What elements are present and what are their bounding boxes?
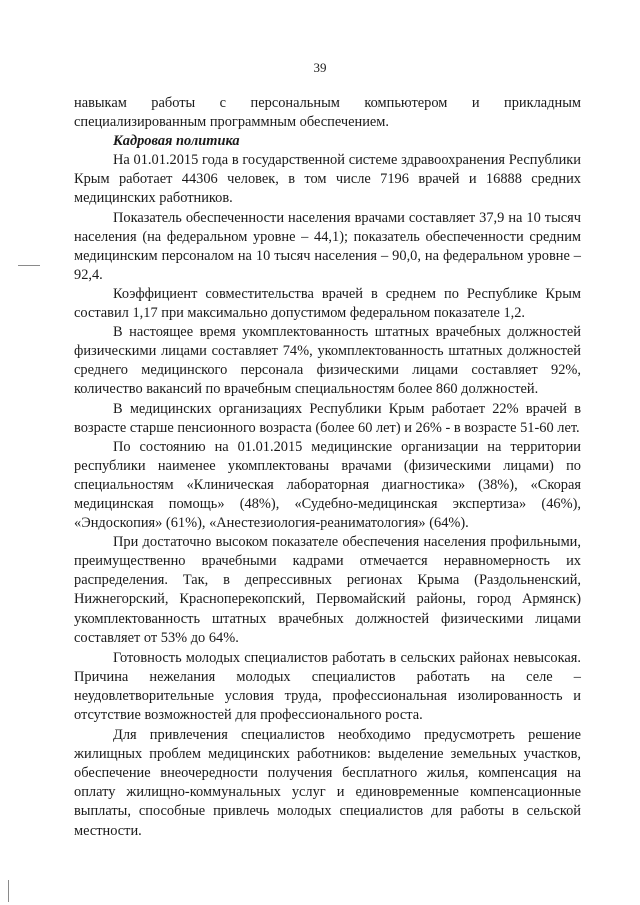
- paragraph: Коэффициент совместительства врачей в среднем по Республике Крым составил 1,17 при максимально допустимом федеральном показателе 1,2.: [74, 285, 581, 322]
- paragraph: В медицинских организациях Республики Крым работает 22% врачей в возрасте старше пенсионного возраста (более 60 лет) и 26% - в возрасте 51-60 лет.: [74, 400, 581, 436]
- paragraph: При достаточно высоком показателе обеспечения населения профильными, преимущественно врачебными кадрами отмечается неравномерность их распределения. Так, в депрессивных регионах Крыма (Раздольненский, Нижнегорский, Красноперекопский, Первомайский районы, город Армянск) укомплектованность штатных врачебных должностей физическими лицами составляет от 53% до 64%.: [74, 534, 581, 646]
- paragraph: Показатель обеспеченности населения врачами составляет 37,9 на 10 тысяч населения (на федеральном уровне – 44,1); показатель обеспеченности средним медицинским персоналом на 10 тысяч населения – 90,0, на федеральном уровне – 92,4.: [74, 209, 581, 283]
- scan-artifact-mark: [8, 880, 9, 902]
- paragraph: По состоянию на 01.01.2015 медицинские организации на территории республики наименее укомплектованы врачами (физическими лицами) по специальностям «Клиническая лабораторная диагностика» (38%), «Скорая медицинская помощь» (48%), «Судебно-медицинская экспертиза» (46%), «Эндоскопия» (61%), «Анестезиология-реаниматология» (64%).: [74, 438, 581, 532]
- page-number: 39: [313, 60, 327, 75]
- section-heading: Кадровая политика: [113, 133, 240, 150]
- paragraph: На 01.01.2015 года в государственной системе здравоохранения Республики Крым работает 44306 человек, в том числе 7196 врачей и 16888 средних медицинских работников.: [74, 152, 581, 207]
- paragraph: В настоящее время укомплектованность штатных врачебных должностей физическими лицами составляет 74%, укомплектованность штатных должностей среднего медицинского персонала физическими лицами составляет 92%, количество вакансий по врачебным специальностям более 860 должностей.: [74, 324, 581, 398]
- body-text: [74, 94, 581, 841]
- paragraph: Для привлечения специалистов необходимо предусмотреть решение жилищных проблем медицинских работников: выделение земельных участков, обеспечение внеочередности получения бесплатного жилья, компенсация на оплату жилищно-коммунальных услуг и единовременные компенсационные выплаты, способные привлечь молодых специалистов для работы в сельской местности.: [74, 727, 581, 839]
- paragraph: Готовность молодых специалистов работать в сельских районах невысокая. Причина нежелания молодых специалистов работать на селе – неудовлетворительные условия труда, профессиональная изолированность и отсутствие возможностей для профессионального роста.: [74, 649, 581, 723]
- scan-artifact-mark: [18, 265, 40, 266]
- paragraph: навыкам работы с персональным компьютером и прикладным специализированным программным обеспечением.: [74, 95, 581, 131]
